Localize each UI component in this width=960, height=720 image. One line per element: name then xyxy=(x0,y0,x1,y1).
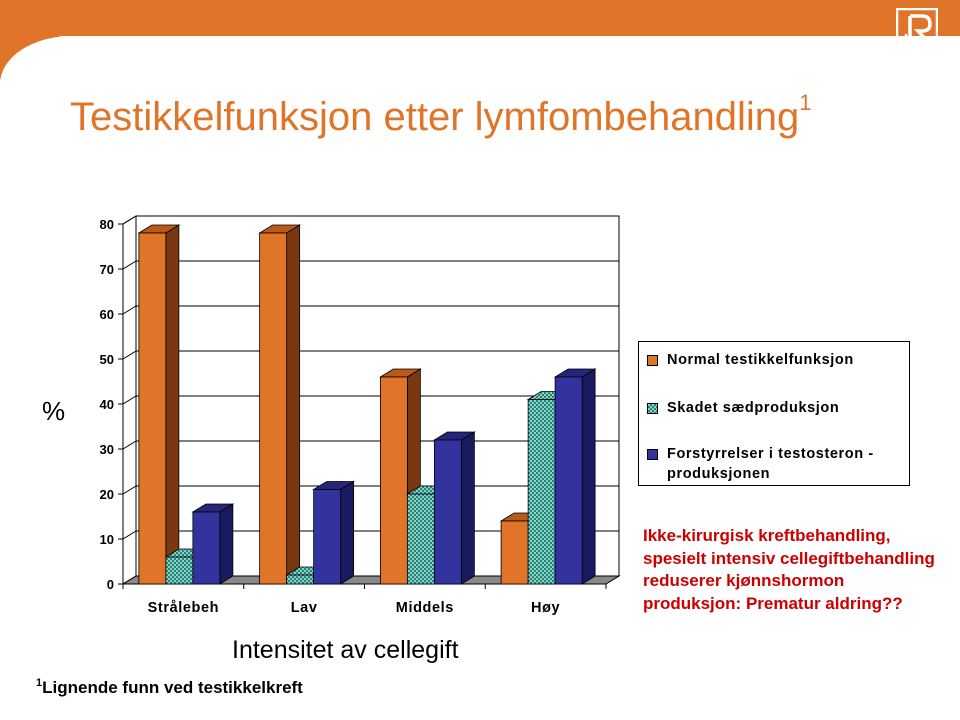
bar xyxy=(166,557,193,584)
footnote-text: Lignende funn ved testikkelkreft xyxy=(42,678,303,697)
legend-label: Skadet sædproduksjon xyxy=(667,400,840,416)
bar-side xyxy=(287,225,300,584)
x-tick-label: Lav xyxy=(290,600,318,616)
x-tick-label: Middels xyxy=(395,600,454,616)
bar xyxy=(314,490,341,585)
legend-label: Forstyrrelser i testosteron - produksjonen xyxy=(667,446,874,482)
y-tick-label: 40 xyxy=(99,397,114,412)
bar-side xyxy=(341,482,354,585)
bar xyxy=(260,233,287,584)
red-note: Ikke-kirurgisk kreftbehandling, spesielt intensiv cellegiftbehandling reduserer kjønnshormon produksjon: Prematur aldring?? xyxy=(643,526,935,613)
bar xyxy=(434,440,461,584)
footnote xyxy=(36,677,303,698)
slide-title: Testikkelfunksjon etter lymfombehandling$^1$ xyxy=(70,90,812,139)
legend-swatch xyxy=(647,403,658,414)
bar xyxy=(380,377,407,584)
bar xyxy=(139,233,166,584)
y-tick-label: 50 xyxy=(99,352,114,367)
bar xyxy=(287,575,314,584)
y-tick-label: 80 xyxy=(99,217,114,232)
x-tick-label: Strålebeh xyxy=(147,600,220,616)
bar-side xyxy=(461,432,474,584)
bar xyxy=(407,494,434,584)
bar-side xyxy=(220,504,233,584)
title-superscript: 1 xyxy=(799,90,812,115)
bar xyxy=(555,377,582,584)
legend-swatch xyxy=(647,355,658,366)
y-axis-label: % xyxy=(42,396,66,426)
x-axis-label: Intensitet av cellegift xyxy=(232,636,459,664)
bar-side xyxy=(582,369,595,584)
bar xyxy=(528,400,555,585)
y-tick-label: 70 xyxy=(99,262,114,277)
y-tick-label: 20 xyxy=(99,487,114,502)
legend-label: Normal testikkelfunksjon xyxy=(667,352,854,368)
bar-side xyxy=(166,225,179,584)
y-tick-label: 10 xyxy=(99,532,114,547)
footnote-superscript: 1 xyxy=(36,677,43,689)
chart-legend xyxy=(638,341,910,486)
bar xyxy=(193,512,220,584)
y-tick-label: 60 xyxy=(99,307,114,322)
y-tick-label: 30 xyxy=(99,442,114,457)
y-tick-label: 0 xyxy=(106,577,114,592)
legend-swatch xyxy=(647,449,658,460)
x-tick-label: Høy xyxy=(531,600,561,616)
bar xyxy=(501,521,528,584)
